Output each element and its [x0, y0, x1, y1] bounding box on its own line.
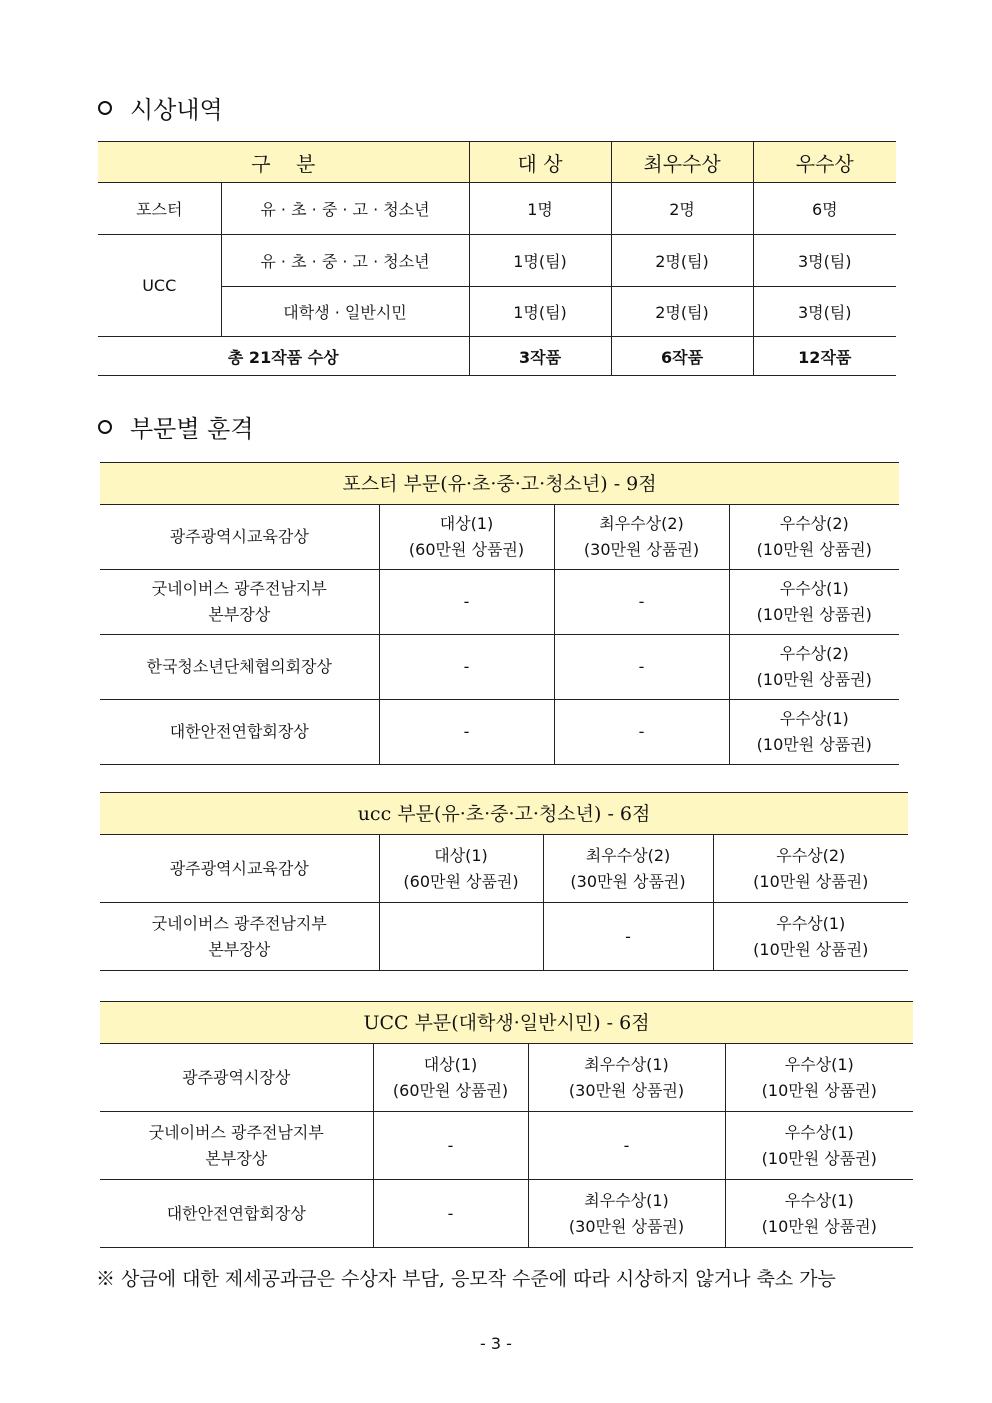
- section-heading-text: 시상내역: [130, 96, 223, 124]
- award-name-cell: [100, 700, 379, 765]
- division-title: UCC 부문(대학생·일반시민) - 6점: [100, 1002, 913, 1044]
- table-row: [100, 903, 908, 971]
- award-prize-cell: [729, 505, 899, 570]
- award-prize-cell: [725, 1112, 913, 1180]
- table-row: [98, 235, 896, 287]
- cell-text-line: 우수상(1): [784, 1190, 854, 1210]
- table-cell: 3작품: [469, 337, 611, 376]
- circle-bullet-icon: [98, 420, 112, 434]
- cell-text-line: (10만원 상품권): [756, 735, 872, 754]
- division-title: ucc 부문(유·초·중·고·청소년) - 6점: [100, 793, 908, 835]
- award-prize-cell: [554, 505, 729, 570]
- cell-text-line: (30만원 상품권): [568, 1080, 685, 1100]
- poster-division-table: [100, 462, 899, 765]
- cell-text-line: 우수상(2): [779, 644, 849, 663]
- cell-text-line: 굿네이버스 광주전남지부: [148, 1122, 324, 1142]
- division-title: 포스터 부문(유·초·중·고·청소년) - 9점: [100, 463, 899, 505]
- award-prize-cell: [543, 835, 713, 903]
- cell-text-line: 대한안전연합회장상: [166, 1203, 306, 1223]
- cell-text-line: (10만원 상품권): [756, 670, 872, 689]
- cell-text-line: 대한안전연합회장상: [169, 722, 309, 741]
- section-heading-awards: [98, 90, 223, 125]
- cell-text-line: (10만원 상품권): [753, 871, 869, 891]
- cell-text-line: 대상(1): [439, 514, 494, 533]
- table-cell: 3명(팀): [753, 287, 896, 337]
- award-prize-cell: [373, 1044, 528, 1112]
- cell-text-line: (10만원 상품권): [756, 605, 872, 624]
- cell-text-line: -: [638, 722, 645, 741]
- award-prize-cell: [379, 570, 554, 635]
- award-prize-cell: [528, 1112, 725, 1180]
- cell-text-line: 우수상(1): [784, 1122, 854, 1142]
- cell-text-line: (30만원 상품권): [570, 871, 686, 891]
- table-row: [100, 1112, 913, 1180]
- section-heading-text: 부문별 훈격: [130, 415, 254, 443]
- cell-text-line: 최우수상(1): [584, 1054, 669, 1074]
- table-cell: 2명(팀): [611, 235, 753, 287]
- total-label: 총 21작품 수상: [98, 337, 469, 376]
- cell-text-line: -: [463, 657, 470, 676]
- award-prize-cell: [528, 1044, 725, 1112]
- cell-text-line: -: [463, 722, 470, 741]
- cell-text-line: -: [623, 1135, 630, 1155]
- cell-text-line: 본부장상: [208, 605, 271, 624]
- cell-text-line: 본부장상: [205, 1148, 268, 1168]
- award-prize-cell: [543, 903, 713, 971]
- cell-text-line: -: [447, 1203, 454, 1223]
- table-row: [100, 570, 899, 635]
- cell-text-line: (60만원 상품권): [392, 1080, 509, 1100]
- table-cell: 6작품: [611, 337, 753, 376]
- table-row: [100, 700, 899, 765]
- award-prize-cell: [373, 1180, 528, 1248]
- award-name-cell: [100, 835, 379, 903]
- award-prize-cell: [713, 835, 908, 903]
- award-prize-cell: [729, 700, 899, 765]
- cell-text-line: 최우수상(1): [584, 1190, 669, 1210]
- awards-summary-table: [98, 141, 896, 376]
- cell-text-line: -: [638, 657, 645, 676]
- award-prize-cell: [528, 1180, 725, 1248]
- table-row: [100, 1180, 913, 1248]
- cell-text-line: (10만원 상품권): [761, 1148, 877, 1168]
- award-prize-cell: [713, 903, 908, 971]
- cell-text-line: 우수상(1): [776, 913, 846, 933]
- cell-text-line: 우수상(1): [784, 1054, 854, 1074]
- cell-text-line: 우수상(1): [779, 709, 849, 728]
- header-merit-prize: 우수상: [753, 142, 896, 183]
- cell-text-line: 최우수상(2): [599, 514, 684, 533]
- table-row: [98, 183, 896, 235]
- header-excellence-prize: 최우수상: [611, 142, 753, 183]
- cell-text-line: 굿네이버스 광주전남지부: [151, 913, 327, 933]
- award-name-cell: [100, 903, 379, 971]
- award-prize-cell: [729, 635, 899, 700]
- award-prize-cell: [379, 835, 543, 903]
- table-cell: 1명: [469, 183, 611, 235]
- division-title-row: [100, 1002, 913, 1044]
- award-name-cell: [100, 635, 379, 700]
- table-row: [100, 1044, 913, 1112]
- ucc-youth-division-table: [100, 792, 908, 971]
- cell-text-line: 한국청소년단체협의회장상: [146, 657, 332, 676]
- award-prize-cell: [725, 1044, 913, 1112]
- prize-tax-note: ※ 상금에 대한 제세공과금은 수상자 부담, 응모작 수준에 따라 시상하지 않거나 축소 가능: [96, 1268, 836, 1290]
- row-label-ucc: UCC: [98, 235, 221, 337]
- table-row: [100, 635, 899, 700]
- cell-text-line: 굿네이버스 광주전남지부: [151, 579, 327, 598]
- cell-text-line: (10만원 상품권): [761, 1080, 877, 1100]
- table-cell: 1명(팀): [469, 287, 611, 337]
- row-sub-label: 유 · 초 · 중 · 고 · 청소년: [221, 183, 469, 235]
- cell-text-line: 본부장상: [208, 939, 271, 959]
- cell-text-line: (10만원 상품권): [761, 1216, 877, 1236]
- cell-text-line: 광주광역시교육감상: [169, 858, 309, 878]
- table-header-row: [98, 142, 896, 183]
- award-prize-cell: [554, 635, 729, 700]
- award-name-cell: [100, 1112, 373, 1180]
- cell-text-line: -: [625, 926, 631, 946]
- cell-text-line: 대상(1): [423, 1054, 478, 1074]
- cell-text-line: 우수상(2): [776, 845, 846, 865]
- award-name-cell: [100, 1180, 373, 1248]
- table-cell: 1명(팀): [469, 235, 611, 287]
- cell-text-line: 우수상(1): [779, 579, 849, 598]
- table-cell: 2명(팀): [611, 287, 753, 337]
- award-name-cell: [100, 570, 379, 635]
- award-prize-cell: [379, 903, 543, 971]
- award-prize-cell: [554, 570, 729, 635]
- circle-bullet-icon: [98, 101, 112, 115]
- cell-text-line: -: [463, 592, 470, 611]
- division-title-row: [100, 463, 899, 505]
- header-grand-prize: 대 상: [469, 142, 611, 183]
- row-sub-label: 대학생 · 일반시민: [221, 287, 469, 337]
- cell-text-line: (30만원 상품권): [568, 1216, 685, 1236]
- cell-text-line: 광주광역시교육감상: [169, 527, 309, 546]
- cell-text-line: 광주광역시장상: [182, 1067, 291, 1087]
- cell-text-line: 대상(1): [434, 845, 488, 865]
- division-title-row: [100, 793, 908, 835]
- table-row: [100, 505, 899, 570]
- cell-text-line: 최우수상(2): [585, 845, 671, 865]
- row-sub-label: 유 · 초 · 중 · 고 · 청소년: [221, 235, 469, 287]
- award-name-cell: [100, 505, 379, 570]
- cell-text-line: (60만원 상품권): [408, 540, 525, 559]
- cell-text-line: (10만원 상품권): [756, 540, 872, 559]
- cell-text-line: -: [447, 1135, 454, 1155]
- row-label-poster: 포스터: [98, 183, 221, 235]
- award-prize-cell: [554, 700, 729, 765]
- cell-text-line: (10만원 상품권): [753, 939, 869, 959]
- cell-text-line: (30만원 상품권): [583, 540, 700, 559]
- cell-text-line: (60만원 상품권): [403, 871, 519, 891]
- table-cell: 12작품: [753, 337, 896, 376]
- header-category: 구 분: [98, 142, 469, 183]
- table-total-row: [98, 337, 896, 376]
- award-prize-cell: [379, 635, 554, 700]
- cell-text-line: 우수상(2): [779, 514, 849, 533]
- table-cell: 3명(팀): [753, 235, 896, 287]
- award-prize-cell: [725, 1180, 913, 1248]
- table-row: [100, 835, 908, 903]
- award-prize-cell: [373, 1112, 528, 1180]
- table-cell: 6명: [753, 183, 896, 235]
- award-name-cell: [100, 1044, 373, 1112]
- table-cell: 2명: [611, 183, 753, 235]
- award-prize-cell: [379, 505, 554, 570]
- award-prize-cell: [729, 570, 899, 635]
- section-heading-division-awards: [98, 409, 254, 444]
- page-number: - 3 -: [480, 1334, 512, 1353]
- cell-text-line: -: [638, 592, 645, 611]
- ucc-adult-division-table: [100, 1001, 913, 1248]
- award-prize-cell: [379, 700, 554, 765]
